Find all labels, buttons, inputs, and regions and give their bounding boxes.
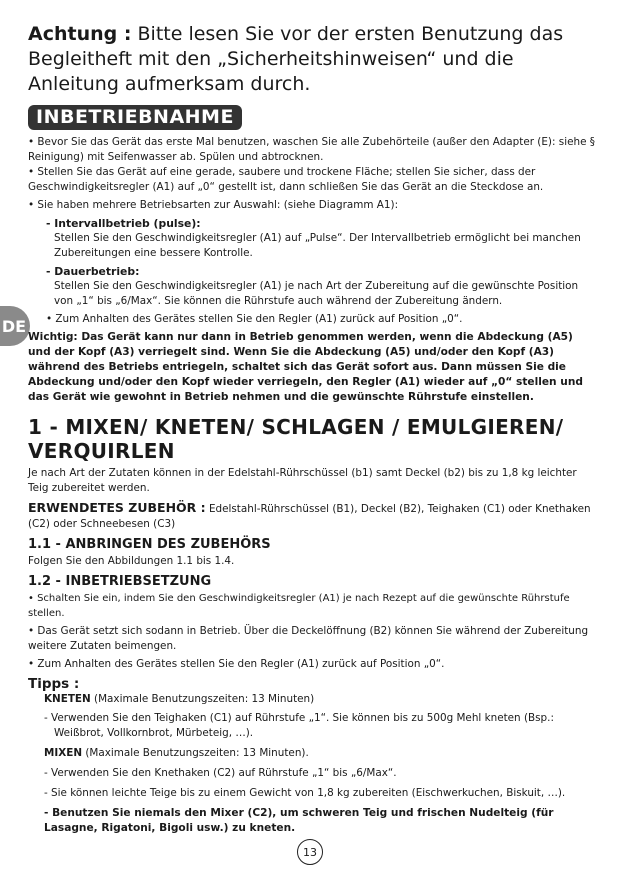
intervall-title: - Intervallbetrieb (pulse): — [46, 217, 201, 230]
language-tab-de: DE — [0, 306, 30, 346]
inbetriebnahme-p1: • Bevor Sie das Gerät das erste Mal benutzen, waschen Sie alle Zubehörteile (außer den Adapter (E): siehe § Reinigung) mit Seifenwasser ab. Spülen und abtrocknen. — [28, 136, 595, 163]
section-1-2-bullet1: • Schalten Sie ein, indem Sie den Geschwindigkeitsregler (A1) je nach Rezept auf die gewünschte Rührstufe stellen. — [28, 593, 570, 619]
warning-text: Bitte lesen Sie vor der ersten Benutzung das Begleitheft mit den „Sicherheitshinweisen“ und die Anleitung aufmerksam durch. — [28, 23, 564, 95]
inbetriebnahme-heading: INBETRIEBNAHME — [28, 105, 242, 130]
mixen-time: (Maximale Benutzungszeiten: 13 Minuten). — [82, 747, 309, 759]
intervall-text: Stellen Sie den Geschwindigkeitsregler (A1) auf „Pulse“. Der Intervallbetrieb ermöglicht bei manchen Zubereitungen eine bessere Kontrolle. — [54, 232, 581, 259]
mixen-bullet2: - Sie können leichte Teige bis zu einem Gewicht von 1,8 kg zubereiten (Eischwerkuchen, Biskuit, …). — [44, 787, 566, 799]
kneten-time: (Maximale Benutzungszeiten: 13 Minuten) — [90, 693, 315, 705]
kneten-bullet1: - Verwenden Sie den Teighaken (C1) auf Rührstufe „1“. Sie können bis zu 500g Mehl kneten (Bsp.: Weißbrot, Vollkornbrot, Mürbeteig, …). — [44, 712, 554, 739]
tipps-heading: Tipps : — [28, 676, 80, 692]
section1-heading: 1 - MIXEN/ KNETEN/ SCHLAGEN / EMULGIEREN/ VERQUIRLEN — [28, 415, 564, 463]
warning-label: Achtung : — [28, 23, 132, 45]
page-number: 13 — [297, 839, 323, 865]
warning-notice — [28, 22, 598, 97]
section-1-1-text: Folgen Sie den Abbildungen 1.1 bis 1.4. — [28, 555, 235, 567]
mixen-line — [44, 746, 598, 761]
zubehoer-paragraph — [28, 500, 598, 532]
mixen-label: MIXEN — [44, 747, 83, 759]
section1-intro: Je nach Art der Zutaten können in der Edelstahl-Rührschüssel (b1) samt Deckel (b2) bis zu 1,8 kg leichter Teig zubereitet werden. — [28, 467, 577, 494]
mixen-bullet1: - Verwenden Sie den Knethaken (C2) auf Rührstufe „1“ bis „6/Max“. — [44, 767, 397, 779]
manual-page — [28, 22, 598, 836]
zubehoer-label: ERWENDETES ZUBEHÖR : — [28, 500, 206, 515]
mixen-bullet3: - Benutzen Sie niemals den Mixer (C2), um schweren Teig und frischen Nudelteig (für Lasagne, Rigatoni, Bigoli usw.) zu kneten. — [44, 807, 554, 834]
wichtig-note: Wichtig: Das Gerät kann nur dann in Betrieb genommen werden, wenn die Abdeckung (A5) und der Kopf (A3) verriegelt sind. Wenn Sie die Abdeckung (A5) und/oder den Kopf (A3) während des Betriebs entriegeln, schaltet sich das Gerät sofort aus. Dann müssen Sie die Abdeckung und/oder den Kopf wieder verriegeln, den Regler (A1) wieder auf „0“ stellen und das Gerät wie gewohnt in Betrieb nehmen und die gewünschte Rührstufe einstellen. — [28, 331, 583, 403]
kneten-line — [44, 692, 598, 707]
inbetriebnahme-p3: • Sie haben mehrere Betriebsarten zur Auswahl: (siehe Diagramm A1): — [28, 199, 399, 211]
zubehoer-text: Edelstahl-Rührschüssel (B1), Deckel (B2), Teighaken (C1) oder Knethaken (C2) oder Schneebesen (C3) — [28, 503, 591, 530]
section-1-2-heading: 1.2 - INBETRIEBSETZUNG — [28, 574, 212, 589]
inbetriebnahme-p4: • Zum Anhalten des Gerätes stellen Sie den Regler (A1) zurück auf Position „0“. — [46, 313, 463, 325]
dauer-text: Stellen Sie den Geschwindigkeitsregler (A1) je nach Art der Zubereitung auf die gewünschte Position von „1“ bis „6/Max“. Sie können die Rührstufe auch während der Zubereitung ändern. — [54, 280, 579, 307]
inbetriebnahme-p2: • Stellen Sie das Gerät auf eine gerade, saubere und trockene Fläche; stellen Sie sicher, dass der Geschwindigkeitsregler (A1) auf „0“ gestellt ist, dann schließen Sie das Gerät an die Steckdose an. — [28, 166, 544, 193]
section-1-2-bullet3: • Zum Anhalten des Gerätes stellen Sie den Regler (A1) zurück auf Position „0“. — [28, 658, 445, 670]
dauer-title: - Dauerbetrieb: — [46, 265, 140, 278]
section-1-1-heading: 1.1 - ANBRINGEN DES ZUBEHÖRS — [28, 537, 271, 552]
kneten-label: KNETEN — [44, 693, 91, 705]
section-1-2-bullet2: • Das Gerät setzt sich sodann in Betrieb. Über die Deckelöffnung (B2) können Sie während der Zubereitung weitere Zutaten beimengen. — [28, 625, 589, 652]
